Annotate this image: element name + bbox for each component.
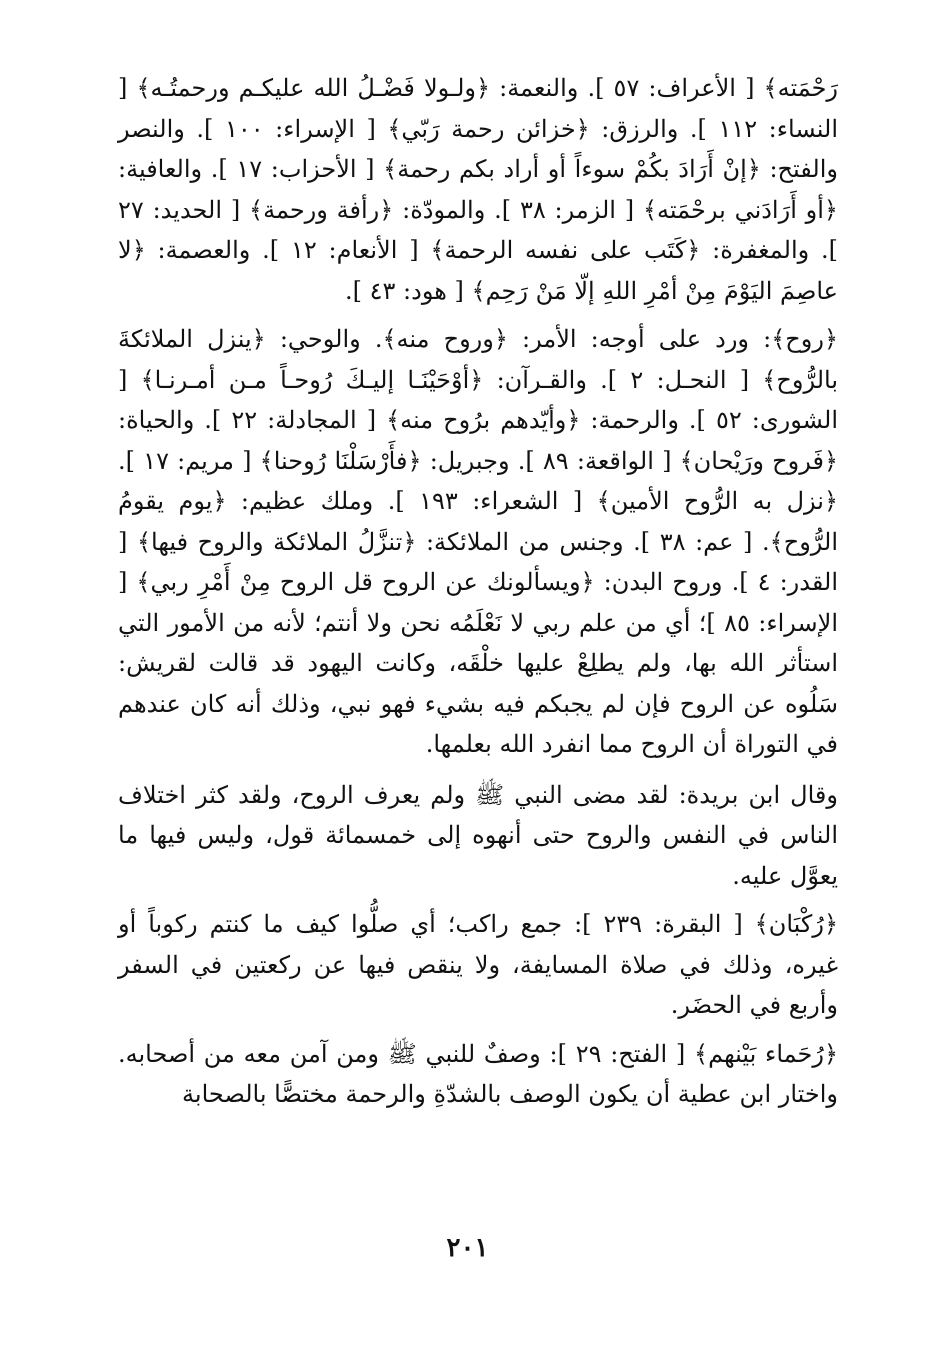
paragraph-rukban: ﴿رُكْبَان﴾ [ البقرة: ٢٣٩ ]: جمع راكب؛ أي صلُّوا كيف ما كنتم ركوباً أو غيره، وذلك في صلاة المسايفة، ولا ينقص فيها عن ركعتين في السفر وأربع في الحضَر. bbox=[118, 910, 839, 1019]
paragraph-ibn-burayda: وقال ابن بريدة: لقد مضى النبي ﷺ ولم يعرف الروح، ولقد كثر اختلاف الناس في النفس والروح حتى أنهوه إلى خمسمائة قول، وليس فيها ما يعوَّل عليه. bbox=[118, 780, 838, 890]
page-body bbox=[118, 68, 838, 1115]
paragraph-ruhama: ﴿رُحَماء بَيْنهم﴾ [ الفتح: ٢٩ ]: وصفٌ للنبي ﷺ ومن آمن معه من أصحابه. واختار ابن عطية أن يكون الوصف بالشدّةِ والرحمة مختصًّا بالصحابة bbox=[118, 1039, 839, 1108]
page-number: ٢٠١ bbox=[446, 1233, 489, 1263]
paragraph-ruh: ﴿روح﴾: ورد على أوجه: الأمر: ﴿وروح منه﴾. والوحي: ﴿ينزل الملائكةَ بالرُّوح﴾ [ النحـل: ٢ ]. والقـرآن: ﴿أوْحَيْنَـا إليـكَ رُوحـاً مـن أمـرنـا﴾ [ الشورى: ٥٢ ]. والرحمة: ﴿وأيّدهم برُوح منه﴾ [ المجادلة: ٢٢ ]. والحياة: ﴿فَروح ورَيْحان﴾ [ الواقعة: ٨٩ ]. وجبريل: ﴿فأَرْسَلْنَا رُوحنا﴾ [ مريم: ١٧ ]. ﴿نزل به الرُّوح الأمين﴾ [ الشعراء: ١٩٣ ]. وملك عظيم: ﴿يوم يقومُ الرُّوح﴾. [ عم: ٣٨ ]. وجنس من الملائكة: ﴿تنزَّلُ الملائكة والروح فيها﴾ [ القدر: ٤ ]. وروح البدن: ﴿ويسألونك عن الروح قل الروح مِنْ أَمْرِ ربي﴾ [ الإسراء: ٨٥ ]؛ أي من علم ربي لا نَعْلَمُه نحن ولا أنتم؛ لأنه من الأمور التي استأثر الله بها، ولم يطلِعْ عليها خلْقَه، وكانت اليهود قد قالت لقريش: سَلُوه عن الروح فإن لم يجبكم فيه بشيء فهو نبي، وذلك أنه كان عندهم في التوراة أن الروح مما انفرد الله بعلمها. bbox=[118, 325, 839, 758]
paragraph-rahma-meanings: رَحْمَته﴾ [ الأعراف: ٥٧ ]. والنعمة: ﴿ولـولا فَضْـلُ الله عليكـم ورحمتُـه﴾ [ النساء: ١١٢ ]. والرزق: ﴿خزائن رحمة رَبّي﴾ [ الإسراء: ١٠٠ ]. والنصر والفتح: ﴿إنْ أَرَادَ بكُمْ سوءاً أو أراد بكم رحمة﴾ [ الأحزاب: ١٧ ]. والعافية: ﴿أو أَرَادَني برحْمَته﴾ [ الزمر: ٣٨ ]. والمودّة: ﴿رأفة ورحمة﴾ [ الحديد: ٢٧ ]. والمغفرة: ﴿كَتَب على نفسه الرحمة﴾ [ الأنعام: ١٢ ]. والعصمة: ﴿لا عاصِمَ اليَوْمَ مِنْ أمْرِ اللهِ إلّا مَنْ رَحِم﴾ [ هود: ٤٣ ]. bbox=[118, 74, 839, 305]
